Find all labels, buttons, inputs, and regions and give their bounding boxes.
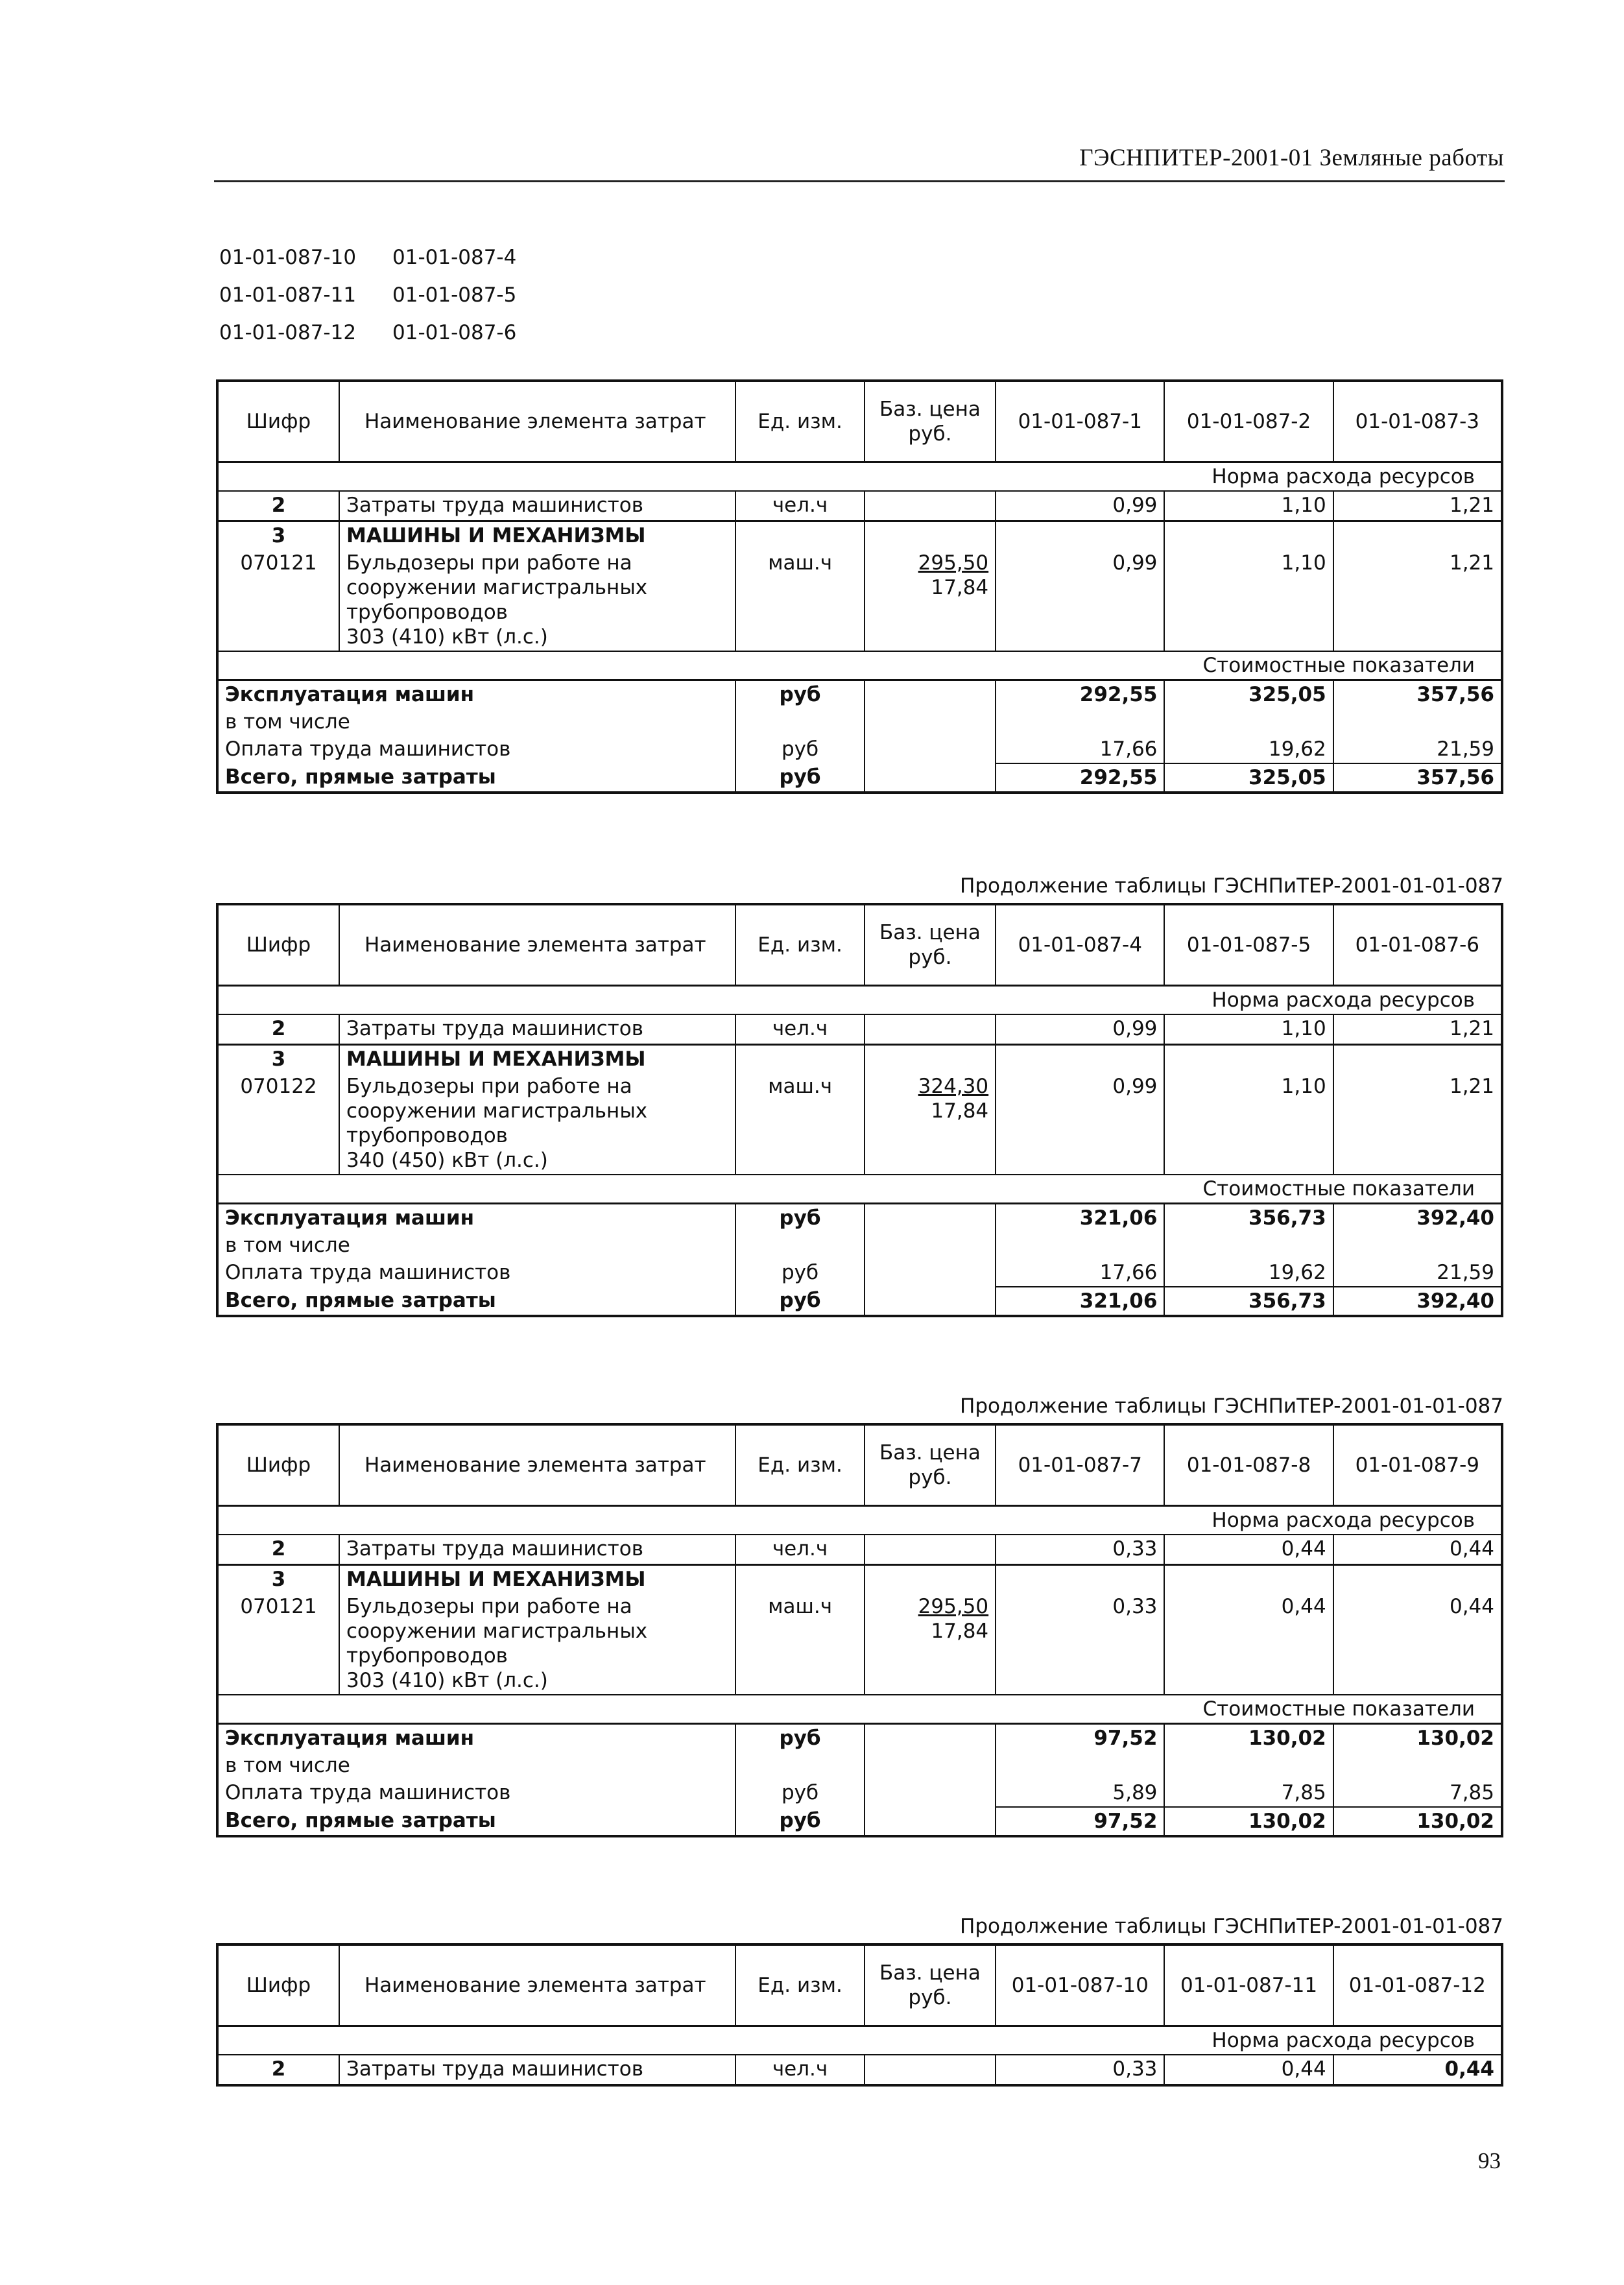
section-cost: Стоимостные показатели	[217, 1175, 1502, 1204]
col-header-code: Шифр	[217, 1944, 339, 2026]
machine-name-line: 303 (410) кВт (л.с.)	[346, 1669, 548, 1692]
machine-value: 0,44	[1164, 1593, 1333, 1695]
machine-row	[217, 1073, 1502, 1175]
oper-value: 19,62	[1164, 1259, 1333, 1287]
col-header-code-2: 01-01-087-11	[1164, 1944, 1333, 2026]
oper-value: 7,85	[1164, 1779, 1333, 1807]
machine-name-line: трубопроводов	[346, 1644, 508, 1668]
total-unit: руб	[735, 1807, 864, 1836]
machine-code: 070121	[217, 549, 339, 651]
norm-table-block	[216, 379, 1503, 794]
machine-row	[217, 549, 1502, 651]
machines-group-row	[217, 521, 1502, 550]
incl-label: в том числе	[225, 710, 350, 734]
total-row	[217, 1287, 1502, 1316]
machine-name	[339, 549, 735, 651]
code-item: 01-01-087-10	[219, 246, 357, 269]
labour-value: 1,21	[1333, 491, 1502, 521]
machine-name-line: Бульдозеры при работе на	[346, 1075, 632, 1098]
oper-value: 21,59	[1333, 736, 1502, 763]
col-header-unit: Ед. изм.	[735, 1424, 864, 1506]
machine-price	[865, 1073, 996, 1175]
machine-value: 0,99	[996, 549, 1164, 651]
total-label: Всего, прямые затраты	[225, 1809, 496, 1832]
machine-value: 0,33	[996, 1593, 1164, 1695]
code-list-row	[219, 314, 516, 352]
total-value: 325,05	[1164, 763, 1333, 793]
labour-value: 1,10	[1164, 1014, 1333, 1045]
machine-code: 070122	[217, 1073, 339, 1175]
machine-name-line: 303 (410) кВт (л.с.)	[346, 625, 548, 649]
incl-label: в том числе	[225, 1234, 350, 1257]
col-header-code-2: 01-01-087-8	[1164, 1424, 1333, 1506]
col-header-name: Наименование элемента затрат	[339, 1944, 735, 2026]
norm-table	[216, 903, 1503, 1317]
norm-table	[216, 1423, 1503, 1837]
total-value: 292,55	[996, 763, 1164, 793]
exploit-value: 292,55	[996, 680, 1164, 709]
machine-value: 1,21	[1333, 1073, 1502, 1175]
exploit-row	[217, 680, 1502, 709]
col-header-price: Баз. цена руб.	[865, 1424, 996, 1506]
incl-label: в том числе	[225, 1754, 350, 1777]
labour-code: 2	[217, 2055, 339, 2085]
oper-value: 21,59	[1333, 1259, 1502, 1287]
section-norm: Норма расхода ресурсов	[217, 462, 1502, 492]
continuation-label: Продолжение таблицы ГЭСНПиТЕР-2001-01-01-087	[960, 874, 1503, 898]
oper-label: Оплата труда машинистов	[225, 737, 511, 761]
code-item: 01-01-087-6	[392, 321, 517, 344]
total-label: Всего, прямые затраты	[225, 765, 496, 789]
labour-code: 2	[217, 491, 339, 521]
norm-table-block	[216, 1915, 1503, 2087]
machines-code: 3	[271, 1047, 286, 1071]
total-value: 356,73	[1164, 1287, 1333, 1316]
section-norm: Норма расхода ресурсов	[217, 2026, 1502, 2055]
machine-value: 0,44	[1333, 1593, 1502, 1695]
total-value: 321,06	[996, 1287, 1164, 1316]
code-list-row	[219, 239, 516, 276]
continuation-label: Продолжение таблицы ГЭСНПиТЕР-2001-01-01-087	[960, 1394, 1503, 1418]
col-header-price: Баз. цена руб.	[865, 1944, 996, 2026]
col-header-price: Баз. цена руб.	[865, 381, 996, 462]
machine-price	[865, 1593, 996, 1695]
section-cost: Стоимостные показатели	[217, 1695, 1502, 1724]
incl-row	[217, 1232, 1502, 1259]
machine-unit: маш.ч	[735, 1593, 864, 1695]
col-header-code-1: 01-01-087-1	[996, 381, 1164, 462]
table-header-row	[217, 1944, 1502, 2026]
code-list-row	[219, 276, 516, 314]
oper-row	[217, 736, 1502, 763]
labour-value: 0,44	[1164, 1535, 1333, 1565]
labour-code: 2	[217, 1014, 339, 1045]
machine-name-line: сооружении магистральных	[346, 576, 648, 599]
continuation-label: Продолжение таблицы ГЭСНПиТЕР-2001-01-01-087	[960, 1915, 1503, 1938]
total-row	[217, 1807, 1502, 1836]
oper-row	[217, 1259, 1502, 1287]
incl-row	[217, 1752, 1502, 1779]
machine-name-line: трубопроводов	[346, 601, 508, 624]
oper-label: Оплата труда машинистов	[225, 1261, 511, 1284]
table-header-row	[217, 1424, 1502, 1506]
total-unit: руб	[735, 1287, 864, 1316]
oper-label: Оплата труда машинистов	[225, 1781, 511, 1804]
labour-unit: чел.ч	[735, 1014, 864, 1045]
labour-unit: чел.ч	[735, 2055, 864, 2085]
exploit-row	[217, 1724, 1502, 1753]
col-header-code-1: 01-01-087-7	[996, 1424, 1164, 1506]
oper-row	[217, 1779, 1502, 1807]
oper-unit: руб	[735, 1779, 864, 1807]
labour-value: 0,44	[1333, 2055, 1502, 2085]
machine-price-bottom: 17,84	[931, 1620, 989, 1643]
machine-name-line: Бульдозеры при работе на	[346, 551, 632, 575]
section-norm: Норма расхода ресурсов	[217, 1506, 1502, 1535]
machines-group-title: МАШИНЫ И МЕХАНИЗМЫ	[339, 1045, 735, 1073]
oper-value: 7,85	[1333, 1779, 1502, 1807]
col-header-code-1: 01-01-087-4	[996, 904, 1164, 986]
exploit-value: 392,40	[1333, 1204, 1502, 1232]
exploit-value: 356,73	[1164, 1204, 1333, 1232]
col-header-code-2: 01-01-087-5	[1164, 904, 1333, 986]
norm-table-block	[216, 874, 1503, 1317]
labour-value: 0,99	[996, 1014, 1164, 1045]
machine-name-line: сооружении магистральных	[346, 1099, 648, 1123]
labour-value: 1,10	[1164, 491, 1333, 521]
exploit-value: 321,06	[996, 1204, 1164, 1232]
labour-unit: чел.ч	[735, 491, 864, 521]
oper-value: 19,62	[1164, 736, 1333, 763]
oper-value: 17,66	[996, 736, 1164, 763]
machine-name	[339, 1073, 735, 1175]
labour-row	[217, 1014, 1502, 1045]
machine-price-bottom: 17,84	[931, 576, 989, 599]
total-value: 392,40	[1333, 1287, 1502, 1316]
machines-code: 3	[271, 1568, 286, 1591]
oper-unit: руб	[735, 1259, 864, 1287]
exploit-value: 97,52	[996, 1724, 1164, 1753]
col-header-code-2: 01-01-087-2	[1164, 381, 1333, 462]
labour-name: Затраты труда машинистов	[339, 2055, 735, 2085]
col-header-code: Шифр	[217, 1424, 339, 1506]
machine-value: 1,10	[1164, 549, 1333, 651]
labour-name: Затраты труда машинистов	[339, 1535, 735, 1565]
incl-row	[217, 708, 1502, 736]
total-value: 97,52	[996, 1807, 1164, 1836]
labour-row	[217, 491, 1502, 521]
total-label: Всего, прямые затраты	[225, 1289, 496, 1312]
col-header-code-3: 01-01-087-3	[1333, 381, 1502, 462]
labour-name: Затраты труда машинистов	[339, 491, 735, 521]
labour-value: 0,33	[996, 1535, 1164, 1565]
exploit-label: Эксплуатация машин	[217, 1724, 735, 1753]
machine-price	[865, 549, 996, 651]
col-header-name: Наименование элемента затрат	[339, 381, 735, 462]
code-item: 01-01-087-11	[219, 283, 357, 307]
labour-row	[217, 1535, 1502, 1565]
labour-value: 0,44	[1164, 2055, 1333, 2085]
exploit-value: 130,02	[1333, 1724, 1502, 1753]
labour-price	[865, 1535, 996, 1565]
machine-price-top: 324,30	[918, 1075, 989, 1098]
machines-code: 3	[271, 524, 286, 547]
col-header-code-3: 01-01-087-12	[1333, 1944, 1502, 2026]
col-header-unit: Ед. изм.	[735, 904, 864, 986]
exploit-value: 325,05	[1164, 680, 1333, 709]
page-number: 93	[1478, 2148, 1501, 2173]
oper-value: 17,66	[996, 1259, 1164, 1287]
total-unit: руб	[735, 763, 864, 793]
col-header-name: Наименование элемента затрат	[339, 904, 735, 986]
labour-price	[865, 1014, 996, 1045]
exploit-row	[217, 1204, 1502, 1232]
labour-code: 2	[217, 1535, 339, 1565]
machine-price-bottom: 17,84	[931, 1099, 989, 1123]
oper-unit: руб	[735, 736, 864, 763]
exploit-unit: руб	[735, 1724, 864, 1753]
col-header-code: Шифр	[217, 904, 339, 986]
exploit-value: 130,02	[1164, 1724, 1333, 1753]
header-rule	[214, 180, 1505, 182]
total-row	[217, 763, 1502, 793]
exploit-label: Эксплуатация машин	[217, 1204, 735, 1232]
total-value: 357,56	[1333, 763, 1502, 793]
machine-unit: маш.ч	[735, 1073, 864, 1175]
col-header-code-3: 01-01-087-9	[1333, 1424, 1502, 1506]
code-item: 01-01-087-12	[219, 321, 357, 344]
exploit-value: 357,56	[1333, 680, 1502, 709]
labour-value: 1,21	[1333, 1014, 1502, 1045]
norm-table	[216, 379, 1503, 794]
labour-unit: чел.ч	[735, 1535, 864, 1565]
machine-code: 070121	[217, 1593, 339, 1695]
machine-value: 1,10	[1164, 1073, 1333, 1175]
code-item: 01-01-087-4	[392, 246, 517, 269]
machines-group-row	[217, 1565, 1502, 1594]
col-header-code: Шифр	[217, 381, 339, 462]
col-header-unit: Ед. изм.	[735, 1944, 864, 2026]
code-item: 01-01-087-5	[392, 283, 517, 307]
machine-name-line: 340 (450) кВт (л.с.)	[346, 1149, 548, 1172]
machine-unit: маш.ч	[735, 549, 864, 651]
section-norm: Норма расхода ресурсов	[217, 986, 1502, 1015]
table-header-row	[217, 381, 1502, 462]
table-header-row	[217, 904, 1502, 986]
machine-value: 1,21	[1333, 549, 1502, 651]
labour-row	[217, 2055, 1502, 2085]
col-header-code-1: 01-01-087-10	[996, 1944, 1164, 2026]
labour-name: Затраты труда машинистов	[339, 1014, 735, 1045]
col-header-code-3: 01-01-087-6	[1333, 904, 1502, 986]
exploit-unit: руб	[735, 680, 864, 709]
labour-price	[865, 2055, 996, 2085]
col-header-unit: Ед. изм.	[735, 381, 864, 462]
machine-price-top: 295,50	[918, 1595, 989, 1618]
oper-value: 5,89	[996, 1779, 1164, 1807]
machine-name-line: сооружении магистральных	[346, 1620, 648, 1643]
total-value: 130,02	[1164, 1807, 1333, 1836]
machine-value: 0,99	[996, 1073, 1164, 1175]
labour-value: 0,44	[1333, 1535, 1502, 1565]
machine-name-line: трубопроводов	[346, 1124, 508, 1147]
total-value: 130,02	[1333, 1807, 1502, 1836]
section-cost: Стоимостные показатели	[217, 651, 1502, 680]
machines-group-row	[217, 1045, 1502, 1073]
code-list	[219, 239, 516, 352]
page-header-title: ГЭСНПИТЕР-2001-01 Земляные работы	[1079, 145, 1504, 171]
norm-table-block	[216, 1394, 1503, 1837]
machine-name	[339, 1593, 735, 1695]
machines-group-title: МАШИНЫ И МЕХАНИЗМЫ	[339, 1565, 735, 1594]
machine-row	[217, 1593, 1502, 1695]
exploit-unit: руб	[735, 1204, 864, 1232]
machine-price-top: 295,50	[918, 551, 989, 575]
labour-value: 0,99	[996, 491, 1164, 521]
machine-name-line: Бульдозеры при работе на	[346, 1595, 632, 1618]
col-header-name: Наименование элемента затрат	[339, 1424, 735, 1506]
norm-table	[216, 1943, 1503, 2087]
machines-group-title: МАШИНЫ И МЕХАНИЗМЫ	[339, 521, 735, 550]
exploit-label: Эксплуатация машин	[217, 680, 735, 709]
col-header-price: Баз. цена руб.	[865, 904, 996, 986]
labour-price	[865, 491, 996, 521]
labour-value: 0,33	[996, 2055, 1164, 2085]
